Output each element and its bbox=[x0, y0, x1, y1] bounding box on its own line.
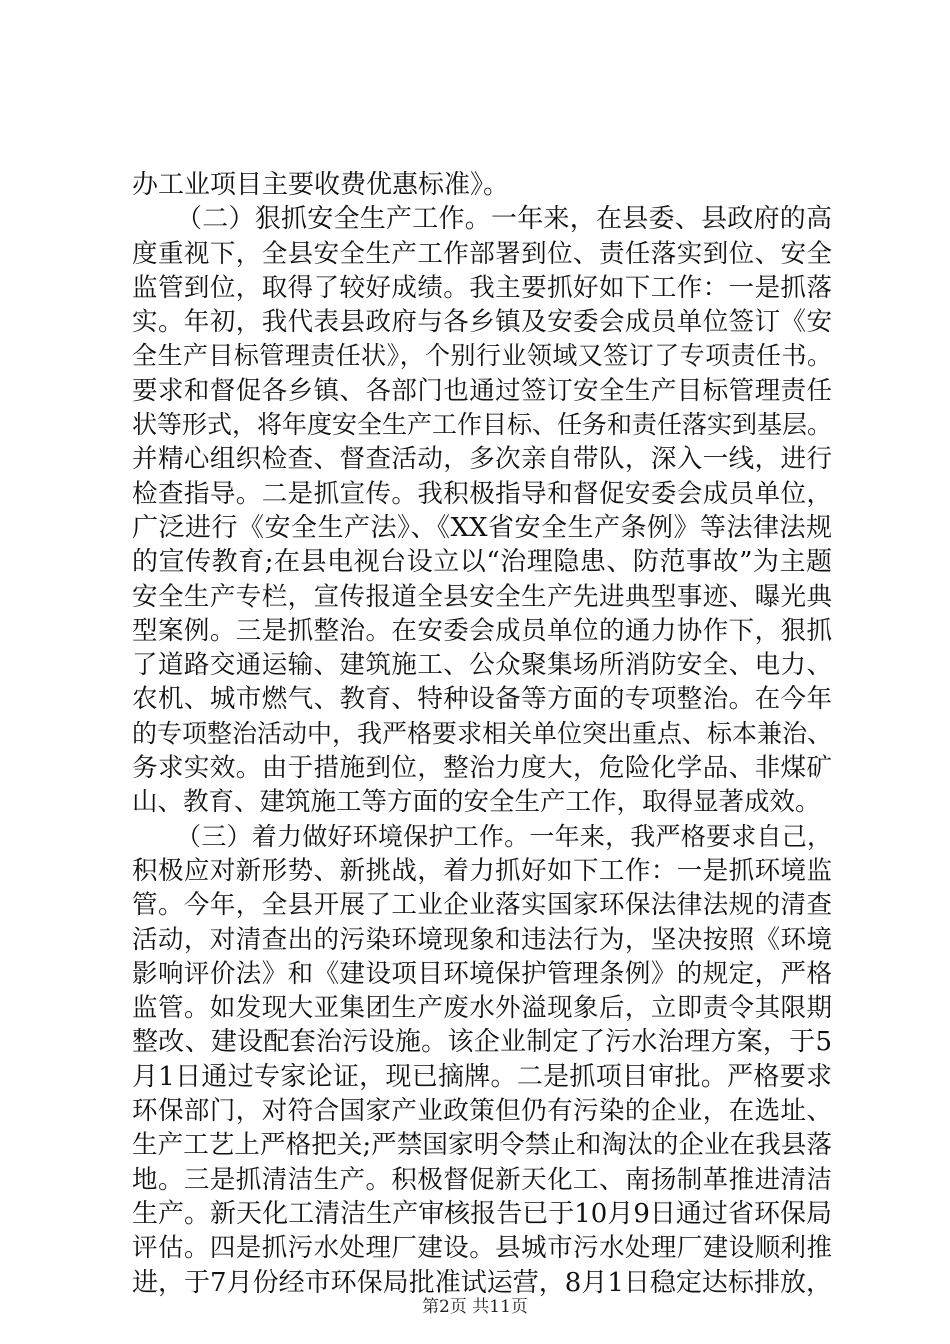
text-line: 监管到位，取得了较好成绩。我主要抓好如下工作：一是抓落 bbox=[132, 272, 832, 303]
text-line: 环保部门，对符合国家产业政策但仍有污染的企业，在选址、 bbox=[132, 1096, 832, 1127]
text-line: 地。三是抓清洁生产。积极督促新天化工、南扬制革推进清洁 bbox=[132, 1164, 832, 1195]
text-line: 生产。新天化工清洁生产审核报告已于10月9日通过省环保局 bbox=[132, 1198, 832, 1229]
text-line: 了道路交通运输、建筑施工、公众聚集场所消防安全、电力、 bbox=[132, 650, 832, 681]
text-line: 全生产目标管理责任状》，个别行业领域又签订了专项责任书。 bbox=[132, 341, 832, 371]
page-footer: 第2页 共11页 bbox=[422, 1297, 528, 1317]
text-line: 型案例。三是抓整治。在安委会成员单位的通力协作下，狠抓 bbox=[132, 615, 832, 646]
text-line: （三）着力做好环境保护工作。一年来，我严格要求自己， bbox=[176, 821, 832, 851]
text-line: 农机、城市燃气、教育、特种设备等方面的专项整治。在今年 bbox=[132, 684, 832, 715]
text-line: （二）狠抓安全生产工作。一年来，在县委、县政府的高 bbox=[176, 204, 832, 235]
text-line: 务求实效。由于措施到位，整治力度大，危险化学品、非煤矿 bbox=[132, 753, 832, 784]
text-line: 广泛进行《安全生产法》、《XX省安全生产条例》等法律法规 bbox=[132, 512, 832, 543]
text-line: 的专项整治活动中，我严格要求相关单位突出重点、标本兼治、 bbox=[132, 718, 833, 748]
text-line: 度重视下，全县安全生产工作部署到位、责任落实到位、安全 bbox=[132, 238, 832, 269]
text-line: 管。今年，全县开展了工业企业落实国家环保法律法规的清查 bbox=[132, 890, 832, 921]
text-line: 活动，对清查出的污染环境现象和违法行为，坚决按照《环境 bbox=[132, 924, 832, 955]
text-line: 安全生产专栏，宣传报道全县安全生产先进典型事迹、曝光典 bbox=[132, 581, 832, 612]
text-line: 整改、建设配套治污设施。该企业制定了污水治理方案，于5 bbox=[132, 1027, 832, 1058]
text-line: 的宣传教育;在县电视台设立以“治理隐患、防范事故”为主题 bbox=[132, 547, 832, 578]
text-line: 检查指导。二是抓宣传。我积极指导和督促安委会成员单位， bbox=[132, 478, 832, 509]
text-line: 评估。四是抓污水处理厂建设。县城市污水处理厂建设顺利推 bbox=[132, 1233, 832, 1264]
text-line: 并精心组织检查、督查活动，多次亲自带队，深入一线，进行 bbox=[132, 444, 832, 475]
text-line: 办工业项目主要收费优惠标准》。 bbox=[132, 170, 510, 200]
document-body bbox=[132, 168, 832, 1300]
text-line: 进，于7月份经市环保局批准试运营，8月1日稳定达标排放， bbox=[132, 1267, 832, 1298]
text-line: 实。年初，我代表县政府与各乡镇及安委会成员单位签订《安 bbox=[132, 307, 832, 338]
text-line: 山、教育、建筑施工等方面的安全生产工作，取得显著成效。 bbox=[132, 787, 821, 818]
text-line: 要求和督促各乡镇、各部门也通过签订安全生产目标管理责任 bbox=[132, 375, 832, 406]
text-line: 监管。如发现大亚集团生产废水外溢现象后，立即责令其限期 bbox=[132, 993, 832, 1024]
text-line: 生产工艺上严格把关;严禁国家明令禁止和淘汰的企业在我县落 bbox=[132, 1130, 832, 1161]
text-line: 状等形式，将年度安全生产工作目标、任务和责任落实到基层。 bbox=[132, 410, 833, 440]
text-line: 积极应对新形势、新挑战，着力抓好如下工作：一是抓环境监 bbox=[132, 855, 832, 886]
text-line: 月1日通过专家论证，现已摘牌。二是抓项目审批。严格要求 bbox=[132, 1061, 832, 1092]
text-line: 影响评价法》和《建设项目环境保护管理条例》的规定，严格 bbox=[132, 958, 832, 989]
